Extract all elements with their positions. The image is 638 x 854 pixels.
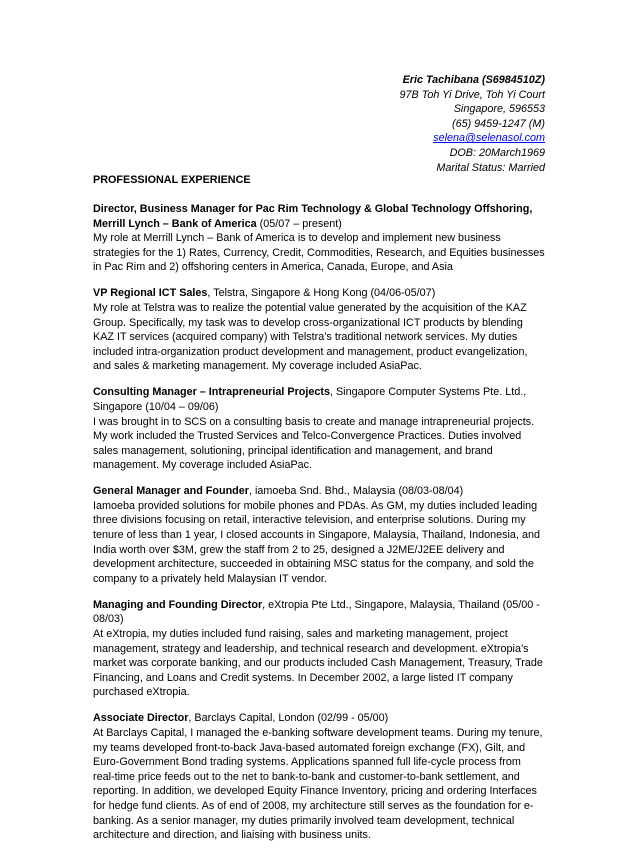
job-entry [93, 598, 545, 700]
job-entry [93, 385, 545, 473]
job-description: Iamoeba provided solutions for mobile phones and PDAs. As GM, my duties included leading three divisions focusing on retail, interactive television, and enterprise solutions. During my tenure of less than 1 year, I closed accounts in Singapore, Malaysia, Thailand, Indonesia, and India worth over $3M, grew the staff from 2 to 25, designed a J2ME/J2EE delivery and development architecture, succeeded in obtaining MSC status for the company, and sold the company to a privately held Malaysian IT vendor. [93, 499, 540, 585]
job-meta: , eXtropia Pte Ltd., Singapore, Malaysia, Thailand (05/00 - 08/03) [93, 598, 540, 626]
experience-list [93, 202, 545, 854]
job-description: At eXtropia, my duties included fund raising, sales and marketing management, project management, strategy and leadership, and technical research and development. eXtropia’s market was corporate banking, and our products included Cash Management, Treasury, Trade Financing, and Loans and Credit systems. In December 2002, a large listed IT company purchased eXtropia. [93, 628, 543, 699]
job-meta: , Barclays Capital, London (02/99 - 05/00) [188, 712, 389, 725]
job-title: Associate Director [93, 712, 189, 725]
date-of-birth: DOB: 20March1969 [449, 146, 545, 159]
marital-status: Marital Status: Married [436, 161, 545, 174]
job-title: Managing and Founding Director [93, 598, 263, 611]
job-title: Consulting Manager – Intrapreneurial Projects [93, 386, 330, 399]
job-meta: , Singapore Computer Systems Pte. Ltd., Singapore (10/04 – 09/06) [93, 386, 527, 413]
job-description: At Barclays Capital, I managed the e-banking software development teams. During my tenure, my teams developed front-to-back Java-based automated foreign exchange (FX), Gilt, and Euro-Government Bond trading systems. Applications spanned full life-cycle process from real-time price feeds out to the net to bank-to-bank and customer-to-bank settlement, and reporting. In addition, we developed Equity Finance Inventory, pricing and ordering Interfaces for hedge fund clients. As of end of 2008, my architecture still serves as the foundation for e-banking. As a senior manager, my duties primarily involved team development, technical architecture and direction, and liaising with business units. [93, 726, 543, 842]
job-description: My role at Merrill Lynch – Bank of America is to develop and implement new business strategies for the 1) Rates, Currency, Credit, Commodities, Research, and Equities businesses in Pac Rim and 2) offshoring centers in America, Canada, Europe, and Asia [93, 232, 545, 274]
job-meta: , Telstra, Singapore & Hong Kong (04/06-05/07) [207, 287, 436, 300]
phone-number: (65) 9459-1247 (M) [451, 117, 545, 130]
section-title: PROFESSIONAL EXPERIENCE [93, 174, 251, 186]
contact-header [400, 73, 545, 175]
job-title: Director, Business Manager for Pac Rim Technology & Global Technology Offshoring, Merrill Lynch – Bank of America [93, 203, 533, 230]
job-title: VP Regional ICT Sales [93, 287, 208, 300]
job-meta: , iamoeba Snd. Bhd., Malaysia (08/03-08/04) [249, 485, 464, 498]
job-entry [93, 286, 545, 374]
job-meta: (05/07 – present) [256, 217, 342, 230]
job-title: General Manager and Founder [93, 485, 249, 498]
job-entry [93, 711, 545, 842]
job-entry [93, 202, 545, 275]
job-entry [93, 484, 545, 586]
job-description: I was brought in to SCS on a consulting basis to create and manage intrapreneurial projects. My work included the Trusted Services and Telco-Convergence Practices. Duties involved sales management, solutioning, principal identification and management, and brand management. My coverage included AsiaPac. [93, 415, 535, 472]
candidate-name: Eric Tachibana (S6984510Z) [402, 74, 545, 86]
address-line-1: 97B Toh Yi Drive, Toh Yi Court [399, 88, 545, 101]
job-description: My role at Telstra was to realize the potential value generated by the acquisition of the KAZ Group. Specifically, my task was to develop cross-organizational ICT products by blending KAZ IT services (acquired company) with Telstra’s traditional network services. My duties included intra-organization product development and management, product evangelization, and sales & marketing management. My coverage included AsiaPac. [93, 301, 528, 373]
address-line-2: Singapore, 596553 [453, 103, 545, 116]
email-link[interactable]: selena@selenasol.com [433, 132, 545, 145]
